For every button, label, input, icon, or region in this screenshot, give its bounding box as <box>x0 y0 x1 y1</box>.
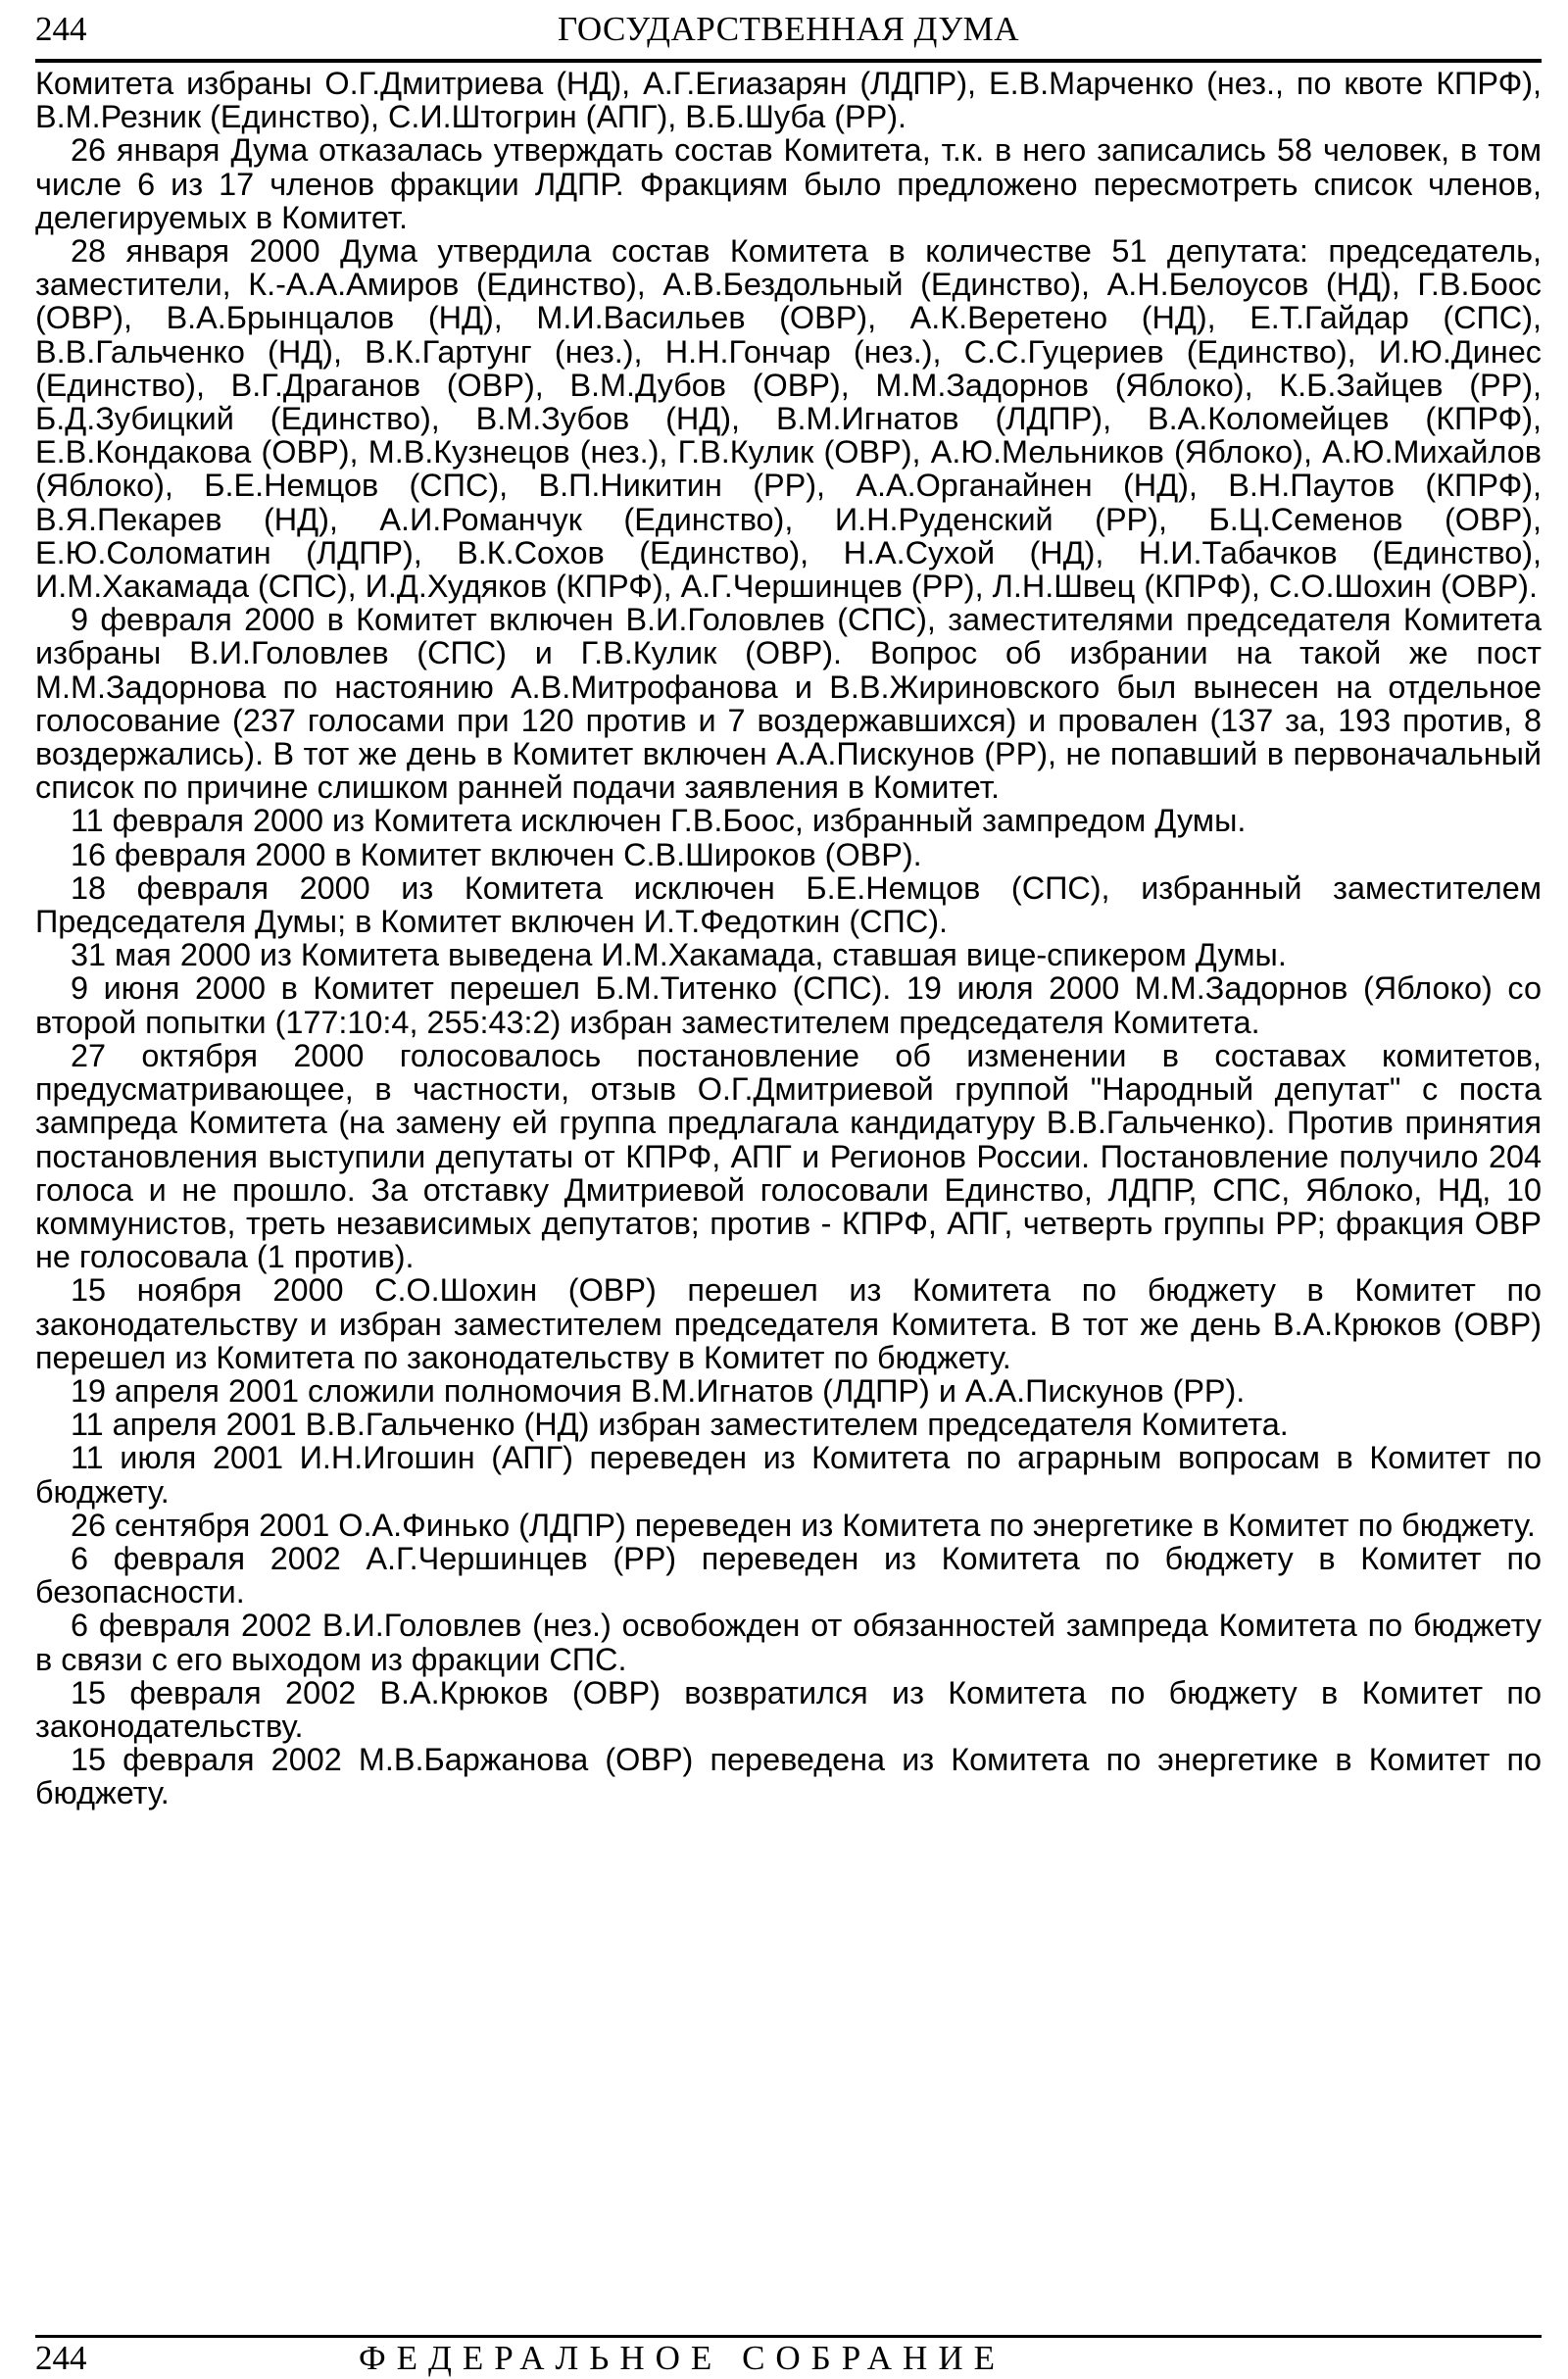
paragraph: 11 февраля 2000 из Комитета исключен Г.В.Боос, избранный зампредом Думы. <box>71 803 1247 839</box>
paragraph: 6 февраля 2002 В.И.Головлев (нез.) освобожден от обязанностей зампреда Комитета по бюджету в связи с его выходом из фракции СПС. <box>35 1608 1542 1677</box>
paragraph: 26 января Дума отказалась утверждать состав Комитета, т.к. в него записались 58 человек, в том числе 6 из 17 членов фракции ЛДПР. Фракциям было предложено пересмотреть список членов, делегируемых в Комитет. <box>35 132 1542 235</box>
paragraph-continued: Комитета избраны О.Г.Дмитриева (НД), А.Г.Егиазарян (ЛДПР), Е.В.Марченко (нез., по квоте КПРФ), В.М.Резник (Единство), С.И.Штогрин (АПГ), В.Б.Шуба (РР). <box>35 66 1542 135</box>
header-rule <box>35 59 1542 63</box>
header-title: ГОСУДАРСТВЕННАЯ ДУМА <box>557 10 1020 48</box>
paragraph: 28 января 2000 Дума утвердила состав Комитета в количестве 51 депутата: председатель, заместители, К.-А.А.Амиров (Единство), А.В.Бездольный (Единство), А.Н.Белоусов (НД), Г.В.Боос (ОВР), В.А.Брынцалов (НД), М.И.Васильев (ОВР), А.К.Веретено (НД), Е.Т.Гайдар (СПС), В.В.Гальченко (НД), В.К.Гартунг (нез.), Н.Н.Гончар (нез.), С.С.Гуцериев (Единство), И.Ю.Динес (Единство), В.Г.Драганов (ОВР), В.М.Дубов (ОВР), М.М.Задорнов (Яблоко), К.Б.Зайцев (РР), Б.Д.Зубицкий (Единство), В.М.Зубов (НД), В.М.Игнатов (ЛДПР), В.А.Коломейцев (КПРФ), Е.В.Кондакова (ОВР), М.В.Кузнецов (нез.), Г.В.Кулик (ОВР), А.Ю.Мельников (Яблоко), А.Ю.Михайлов (Яблоко), Б.Е.Немцов (СПС), В.П.Никитин (РР), А.А.Органайнен (НД), В.Н.Паутов (КПРФ), В.Я.Пекарев (НД), А.И.Романчук (Единство), И.Н.Руденский (РР), Б.Ц.Семенов (ОВР), Е.Ю.Соломатин (ЛДПР), В.К.Сохов (Единство), Н.А.Сухой (НД), Н.И.Табачков (Единство), И.М.Хакамада (СПС), И.Д.Худяков (КПРФ), А.Г.Чершинцев (РР), Л.Н.Швец (КПРФ), С.О.Шохин (ОВР). <box>35 233 1542 605</box>
body-text <box>35 67 1542 1810</box>
paragraph: 18 февраля 2000 из Комитета исключен Б.Е.Немцов (СПС), избранный заместителем Председателя Думы; в Комитет включен И.Т.Федоткин (СПС). <box>35 869 1542 940</box>
paragraph: 27 октября 2000 голосовалось постановление об изменении в составах комитетов, предусматривающее, в частности, отзыв О.Г.Дмитриевой группой "Народный депутат" с поста зампреда Комитета (на замену ей группа предлагала кандидатуру В.В.Гальченко). Против принятия постановления выступили депутаты от КПРФ, АПГ и Регионов России. Постановление получило 204 голоса и не прошло. За отставку Дмитриевой голосовали Единство, ЛДПР, СПС, Яблоко, НД, 10 коммунистов, треть независимых депутатов; против - КПРФ, АПГ, четверть группы РР; фракция ОВР не голосовала (1 против). <box>35 1037 1542 1275</box>
footer-page-number: 244 <box>35 2339 87 2377</box>
paragraph: 15 февраля 2002 В.А.Крюков (ОВР) возвратился из Комитета по бюджету в Комитет по законодательству. <box>35 1674 1542 1744</box>
footer-title: ФЕДЕРАЛЬНОЕ СОБРАНИЕ <box>359 2339 1005 2377</box>
paragraph: 16 февраля 2000 в Комитет включен С.В.Широков (ОВР). <box>71 836 922 872</box>
paragraph: 11 июля 2001 И.Н.Игошин (АПГ) переведен из Комитета по аграрным вопросам в Комитет по бюджету. <box>35 1440 1542 1510</box>
paragraph: 19 апреля 2001 сложили полномочия В.М.Игнатов (ЛДПР) и А.А.Пискунов (РР). <box>71 1372 1246 1409</box>
paragraph: 9 февраля 2000 в Комитет включен В.И.Головлев (СПС), заместителями председателя Комитета избраны В.И.Головлев (СПС) и Г.В.Кулик (ОВР). Вопрос об избрании на такой же пост М.М.Задорнова по настоянию А.В.Митрофанова и В.В.Жириновского был вынесен на отдельное голосование (237 голосами при 120 против и 7 воздержавшихся) и провален (137 за, 193 против, 8 воздержались). В тот же день в Комитет включен А.А.Пискунов (РР), не попавший в первоначальный список по причине слишком ранней подачи заявления в Комитет. <box>35 602 1542 806</box>
header-page-number: 244 <box>35 10 87 48</box>
footer-rule <box>35 2335 1542 2338</box>
paragraph: 31 мая 2000 из Комитета выведена И.М.Хакамада, ставшая вице-спикером Думы. <box>71 937 1287 973</box>
paragraph: 9 июня 2000 в Комитет перешел Б.М.Титенко (СПС). 19 июля 2000 М.М.Задорнов (Яблоко) со второй попытки (177:10:4, 255:43:2) избран заместителем председателя Комитета. <box>35 970 1542 1040</box>
document-page <box>35 0 1542 2379</box>
paragraph: 11 апреля 2001 В.В.Гальченко (НД) избран заместителем председателя Комитета. <box>71 1407 1289 1443</box>
running-footer <box>35 2339 1542 2378</box>
running-header <box>35 10 1542 57</box>
paragraph: 26 сентября 2001 О.А.Финько (ЛДПР) переведен из Комитета по энергетике в Комитет по бюджету. <box>71 1507 1536 1543</box>
paragraph: 15 февраля 2002 М.В.Баржанова (ОВР) переведена из Комитета по энергетике в Комитет по бюджету. <box>35 1742 1542 1811</box>
paragraph: 15 ноября 2000 С.О.Шохин (ОВР) перешел из Комитета по бюджету в Комитет по законодательству и избран заместителем председателя Комитета. В тот же день В.А.Крюков (ОВР) перешел из Комитета по законодательству в Комитет по бюджету. <box>35 1272 1542 1375</box>
paragraph: 6 февраля 2002 А.Г.Чершинцев (РР) переведен из Комитета по бюджету в Комитет по безопасности. <box>35 1540 1542 1611</box>
